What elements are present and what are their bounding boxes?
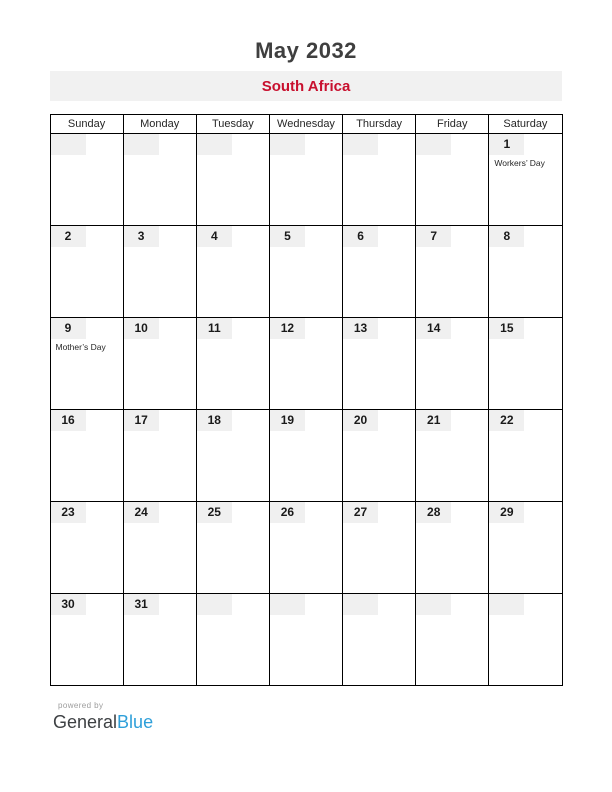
- day-cell-24: [123, 502, 196, 594]
- day-cell-17: [123, 410, 196, 502]
- footer: [53, 701, 612, 733]
- date-box: [197, 226, 232, 247]
- date-box: [416, 410, 451, 431]
- date-number: 1: [503, 137, 511, 151]
- day-cell-27: [343, 502, 416, 594]
- date-box: [489, 318, 524, 339]
- week-row: [50, 410, 562, 502]
- day-cell-7: [416, 226, 489, 318]
- week-row: [50, 226, 562, 318]
- day-cell-23: [50, 502, 123, 594]
- date-number: 31: [134, 597, 148, 611]
- holiday-label: Mother’s Day: [55, 342, 106, 352]
- date-box: [343, 226, 378, 247]
- date-box: [270, 226, 305, 247]
- date-number: 18: [207, 413, 221, 427]
- day-cell-1: [489, 134, 562, 226]
- date-box: [124, 410, 159, 431]
- day-header-monday: Monday: [123, 115, 196, 134]
- day-cell-15: [489, 318, 562, 410]
- calendar-body: [50, 134, 562, 686]
- date-box: [489, 226, 524, 247]
- day-cell-6: [343, 226, 416, 318]
- date-box: [343, 410, 378, 431]
- day-cell-30: [50, 594, 123, 686]
- day-cell-empty: [343, 594, 416, 686]
- date-box: [489, 410, 524, 431]
- day-cell-empty: [343, 134, 416, 226]
- day-cell-31: [123, 594, 196, 686]
- date-box: [51, 226, 86, 247]
- date-number: 4: [210, 229, 218, 243]
- date-box: [489, 134, 524, 155]
- date-number: 27: [353, 505, 368, 519]
- date-box: [416, 226, 451, 247]
- date-number: 29: [500, 505, 514, 519]
- date-number: 3: [137, 229, 145, 243]
- date-box: [51, 410, 86, 431]
- date-box: [270, 502, 305, 523]
- date-box: [343, 134, 378, 155]
- day-header-thursday: Thursday: [343, 115, 416, 134]
- day-cell-26: [269, 502, 342, 594]
- day-cell-9: [50, 318, 123, 410]
- brand-blue-text: Blue: [117, 712, 154, 732]
- day-cell-5: [269, 226, 342, 318]
- day-cell-3: [123, 226, 196, 318]
- date-box: [124, 594, 159, 615]
- day-cell-empty: [269, 134, 342, 226]
- date-number: 25: [207, 505, 221, 519]
- day-cell-11: [196, 318, 269, 410]
- date-number: 9: [64, 321, 72, 335]
- date-number: 22: [500, 413, 514, 427]
- date-box: [197, 134, 232, 155]
- date-number: 19: [280, 413, 295, 427]
- date-number: 10: [134, 321, 148, 335]
- day-cell-empty: [196, 594, 269, 686]
- day-cell-21: [416, 410, 489, 502]
- date-number: 15: [500, 321, 514, 335]
- date-number: 26: [280, 505, 295, 519]
- calendar-header: [50, 115, 562, 134]
- day-cell-empty: [50, 134, 123, 226]
- brand-general-text: General: [53, 712, 118, 732]
- date-number: 14: [427, 321, 441, 335]
- date-box: [416, 318, 451, 339]
- day-cell-2: [50, 226, 123, 318]
- date-box: [51, 502, 86, 523]
- day-cell-12: [269, 318, 342, 410]
- date-box: [416, 134, 451, 155]
- date-box: [416, 594, 451, 615]
- week-row: [50, 134, 562, 226]
- date-number: 7: [430, 229, 438, 243]
- date-box: [51, 594, 86, 615]
- day-cell-18: [196, 410, 269, 502]
- date-number: 23: [61, 505, 75, 519]
- day-cell-empty: [196, 134, 269, 226]
- day-cell-empty: [123, 134, 196, 226]
- day-cell-13: [343, 318, 416, 410]
- date-box: [343, 594, 378, 615]
- date-box: [270, 134, 305, 155]
- day-header-friday: Friday: [416, 115, 489, 134]
- day-cell-empty: [416, 594, 489, 686]
- day-cell-empty: [416, 134, 489, 226]
- day-cell-empty: [269, 594, 342, 686]
- date-number: 8: [503, 229, 511, 243]
- date-box: [270, 410, 305, 431]
- date-box: [197, 594, 232, 615]
- date-box: [124, 502, 159, 523]
- date-box: [51, 134, 86, 155]
- date-number: 13: [353, 321, 368, 335]
- date-number: 20: [353, 413, 368, 427]
- date-number: 5: [284, 229, 291, 243]
- date-box: [270, 594, 305, 615]
- day-cell-25: [196, 502, 269, 594]
- day-header-tuesday: Tuesday: [196, 115, 269, 134]
- day-cell-10: [123, 318, 196, 410]
- date-number: 6: [357, 229, 364, 243]
- date-number: 24: [134, 505, 148, 519]
- date-box: [270, 318, 305, 339]
- day-cell-14: [416, 318, 489, 410]
- date-box: [489, 502, 524, 523]
- date-box: [124, 318, 159, 339]
- date-number: 21: [427, 413, 441, 427]
- date-box: [124, 134, 159, 155]
- country-name: South Africa: [261, 77, 351, 95]
- date-box: [416, 502, 451, 523]
- powered-by-label: powered by: [58, 701, 104, 710]
- week-row: [50, 502, 562, 594]
- date-box: [51, 318, 86, 339]
- country-banner: [50, 71, 562, 101]
- date-box: [343, 502, 378, 523]
- date-box: [124, 226, 159, 247]
- holiday-label: Workers’ Day: [494, 158, 545, 168]
- brand-logo: [53, 711, 612, 733]
- week-row: [50, 594, 562, 686]
- day-cell-16: [50, 410, 123, 502]
- day-cell-28: [416, 502, 489, 594]
- day-cell-4: [196, 226, 269, 318]
- day-cell-22: [489, 410, 562, 502]
- week-row: [50, 318, 562, 410]
- date-box: [343, 318, 378, 339]
- date-box: [197, 318, 232, 339]
- date-box: [197, 410, 232, 431]
- day-header-saturday: Saturday: [489, 115, 562, 134]
- date-number: 30: [61, 597, 75, 611]
- day-cell-empty: [489, 594, 562, 686]
- date-number: 28: [427, 505, 441, 519]
- day-header-sunday: Sunday: [50, 115, 123, 134]
- day-cell-8: [489, 226, 562, 318]
- day-cell-29: [489, 502, 562, 594]
- date-number: 2: [64, 229, 72, 243]
- page-title: May 2032: [255, 38, 357, 63]
- date-number: 12: [280, 321, 295, 335]
- date-number: 16: [61, 413, 75, 427]
- calendar-table: [50, 114, 563, 686]
- date-number: 17: [134, 413, 148, 427]
- date-box: [489, 594, 524, 615]
- day-header-wednesday: Wednesday: [269, 115, 342, 134]
- day-cell-19: [269, 410, 342, 502]
- day-cell-20: [343, 410, 416, 502]
- day-header-row: [50, 115, 562, 134]
- date-number: 11: [207, 321, 221, 335]
- date-box: [197, 502, 232, 523]
